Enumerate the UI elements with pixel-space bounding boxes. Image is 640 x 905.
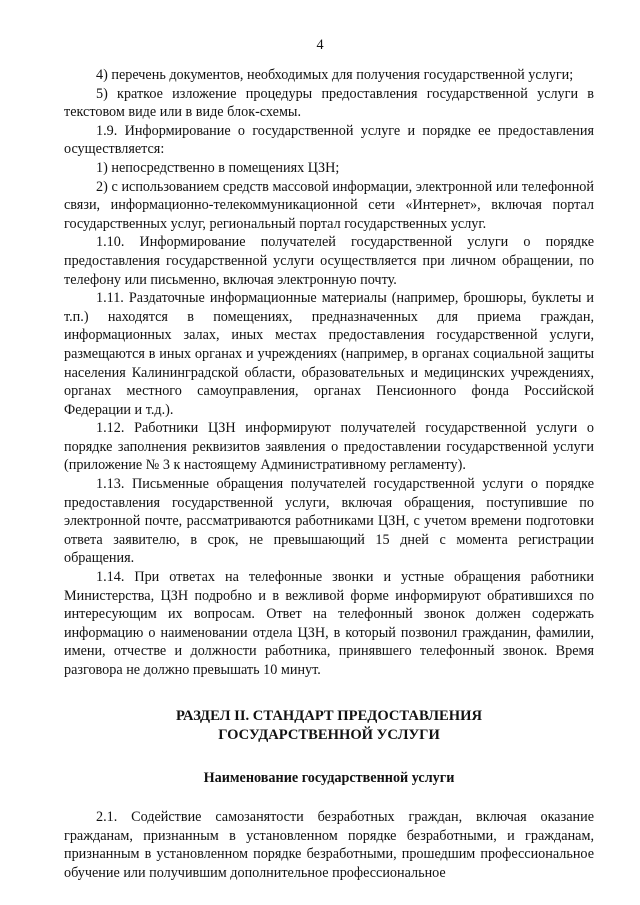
paragraph-1-12: 1.12. Работники ЦЗН информируют получателей государственной услуги о порядке заполнения реквизитов заявления о предоставлении государственной услуги (приложение № 3 к настоящему Административному регламенту). <box>64 420 594 474</box>
paragraph-list-item-5: 5) краткое изложение процедуры предоставления государственной услуги в текстовом виде или в виде блок-схемы. <box>64 85 594 121</box>
paragraph-1-9-item-1: 1) непосредственно в помещениях ЦЗН; <box>96 159 340 176</box>
paragraph-1-9-item-2: 2) с использованием средств массовой информации, электронной или телефонной связи, информационно-телекоммуникационной сети «Интернет», включая портал государственных услуг, региональный портал государственных услуг. <box>64 178 594 232</box>
paragraph-1-11: 1.11. Раздаточные информационные материалы (например, брошюры, буклеты и т.п.) находятся в помещениях, предназначенных для приема граждан, информационных залах, иных местах предоставления государственной услуги, размещаются в иных органах и учреждениях (например, в органах социальной защиты населения Калининградской области, образовательных и медицинских учреждениях, органах местного самоуправления, органах Пенсионного фонда Российской Федерации и т.д.). <box>64 290 594 418</box>
service-name-subheading: Наименование государственной услуги <box>203 769 455 786</box>
section-heading <box>64 707 594 745</box>
section-heading-line-2: ГОСУДАРСТВЕННОЙ УСЛУГИ <box>218 726 440 743</box>
paragraph-2-1: 2.1. Содействие самозанятости безработных граждан, включая оказание гражданам, признанным в установленном порядке безработными, и гражданам, признанным в установленном порядке безработными, прошедшим профессиональное обучение или получившим дополнительное профессиональное <box>64 809 594 881</box>
section-heading-line-1: РАЗДЕЛ II. СТАНДАРТ ПРЕДОСТАВЛЕНИЯ <box>176 707 482 724</box>
document-body <box>64 66 594 883</box>
paragraph-1-10: 1.10. Информирование получателей государственной услуги о порядке предоставления государственной услуги осуществляется при личном обращении, по телефону или письменно, включая электронную почту. <box>64 234 594 288</box>
paragraph-1-14: 1.14. При ответах на телефонные звонки и устные обращения работники Министерства, ЦЗН подробно и в вежливой форме информируют обратившихся по интересующим их вопросам. Ответ на телефонный звонок должен содержать информацию о наименовании отдела ЦЗН, в который позвонил гражданин, фамилии, имени, отчестве и должности работника, принявшего телефонный звонок. Время разговора не должно превышать 10 минут. <box>64 569 594 678</box>
page-number: 4 <box>316 37 324 53</box>
paragraph-list-item-4: 4) перечень документов, необходимых для получения государственной услуги; <box>96 67 574 83</box>
paragraph-1-13: 1.13. Письменные обращения получателей государственной услуги о порядке предоставления государственной услуги, включая обращения, поступившие по электронной почте, рассматриваются работниками ЦЗН, с учетом времени подготовки ответа заявителю, в срок, не превышающий 15 дней с момента регистрации обращения. <box>64 476 594 567</box>
paragraph-1-9: 1.9. Информирование о государственной услуге и порядке ее предоставления осуществляется: <box>64 122 594 158</box>
